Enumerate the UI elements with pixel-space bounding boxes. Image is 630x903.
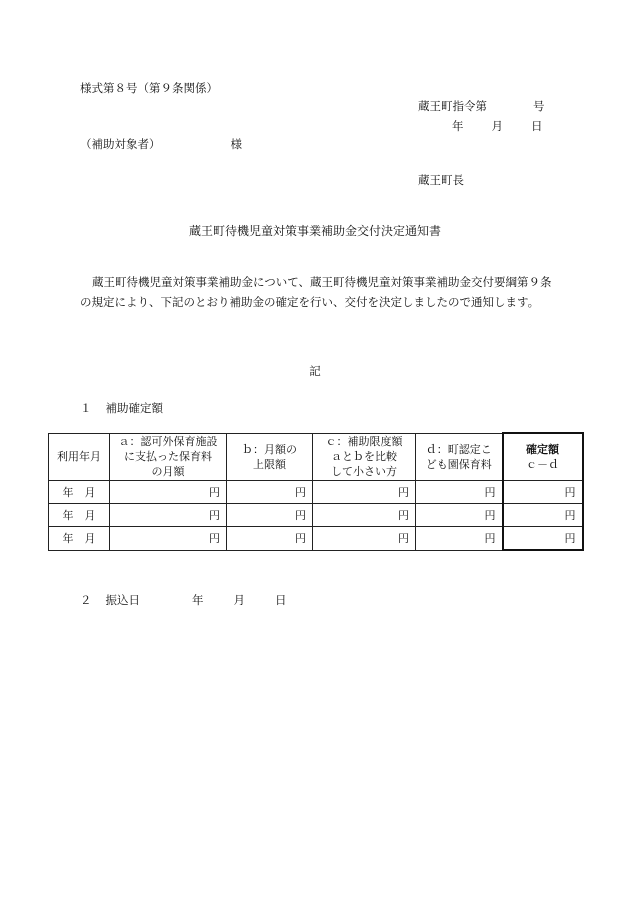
date-day: 日 [531, 119, 543, 133]
cell-c[interactable]: 円 [313, 527, 416, 551]
table-row [49, 481, 583, 504]
section1-number: １ [80, 401, 92, 415]
header-b-line: 上限額 [253, 457, 286, 471]
cell-month[interactable]: 年 月 [49, 481, 110, 504]
header-b-line: ｂ：月額の [242, 442, 297, 456]
header-c-line: して小さい方 [331, 465, 397, 479]
cell-c[interactable]: 円 [313, 481, 416, 504]
header-confirmed-title: 確定額 [526, 443, 559, 456]
section2-number: ２ [80, 593, 92, 607]
cell-confirmed[interactable]: 円 [503, 481, 583, 504]
reference-suffix: 号 [533, 99, 545, 113]
section2-label: 振込日 [105, 593, 140, 607]
cell-b[interactable]: 円 [227, 527, 313, 551]
header-d-line: ｄ：町認定こ [425, 442, 492, 456]
recipient [80, 136, 242, 152]
cell-d[interactable]: 円 [416, 527, 503, 551]
header-b [227, 433, 313, 481]
document-title: 蔵王町待機児童対策事業補助金交付決定通知書 [188, 224, 441, 238]
header-d [416, 433, 503, 481]
header-c-line: ａとｂを比較 [331, 450, 397, 464]
table-row [49, 504, 583, 527]
header-confirmed-formula: ｃ－ｄ [526, 458, 559, 471]
cell-month[interactable]: 年 月 [49, 527, 110, 551]
header-a-line: ａ：認可外保育施設 [118, 435, 218, 449]
cell-month[interactable]: 年 月 [49, 504, 110, 527]
cell-confirmed[interactable]: 円 [503, 527, 583, 551]
reference-prefix: 蔵王町指令第 [418, 99, 487, 113]
transfer-day: 日 [275, 593, 287, 607]
section1-heading [80, 400, 163, 416]
header-confirmed [503, 433, 583, 481]
recipient-label: （補助対象者） [80, 137, 161, 151]
cell-a[interactable]: 円 [110, 527, 227, 551]
header-month: 利用年月 [49, 433, 110, 481]
date-month: 月 [491, 119, 503, 133]
header-c [313, 433, 416, 481]
cell-d[interactable]: 円 [416, 481, 503, 504]
date-year: 年 [452, 119, 464, 133]
ki-heading: 記 [309, 364, 321, 378]
cell-c[interactable]: 円 [313, 504, 416, 527]
cell-confirmed[interactable]: 円 [503, 504, 583, 527]
cell-a[interactable]: 円 [110, 481, 227, 504]
header-a [110, 433, 227, 481]
table-row [49, 527, 583, 551]
header-a-line: の月額 [151, 465, 185, 479]
transfer-year: 年 [192, 593, 204, 607]
subsidy-table [48, 432, 584, 551]
issue-date [452, 118, 543, 134]
transfer-month: 月 [233, 593, 245, 607]
section2-heading [80, 592, 287, 608]
header-a-line: に支払った保育料 [124, 450, 212, 464]
recipient-suffix: 様 [230, 137, 242, 151]
cell-a[interactable]: 円 [110, 504, 227, 527]
header-d-line: ども園保育料 [425, 457, 492, 471]
body-text: 蔵王町待機児童対策事業補助金について、蔵王町待機児童対策事業補助金交付要綱第９条の規定により、下記のとおり補助金の確定を行い、交付を決定しましたので通知します。 [80, 275, 552, 309]
table-header-row [49, 433, 583, 481]
section1-label: 補助確定額 [105, 401, 163, 415]
header-c-line: ｃ：補助限度額 [325, 435, 403, 449]
issuer: 蔵王町長 [418, 173, 464, 187]
cell-d[interactable]: 円 [416, 504, 503, 527]
form-number: 様式第８号（第９条関係） [80, 81, 218, 95]
reference-number [418, 98, 545, 114]
cell-b[interactable]: 円 [227, 504, 313, 527]
cell-b[interactable]: 円 [227, 481, 313, 504]
